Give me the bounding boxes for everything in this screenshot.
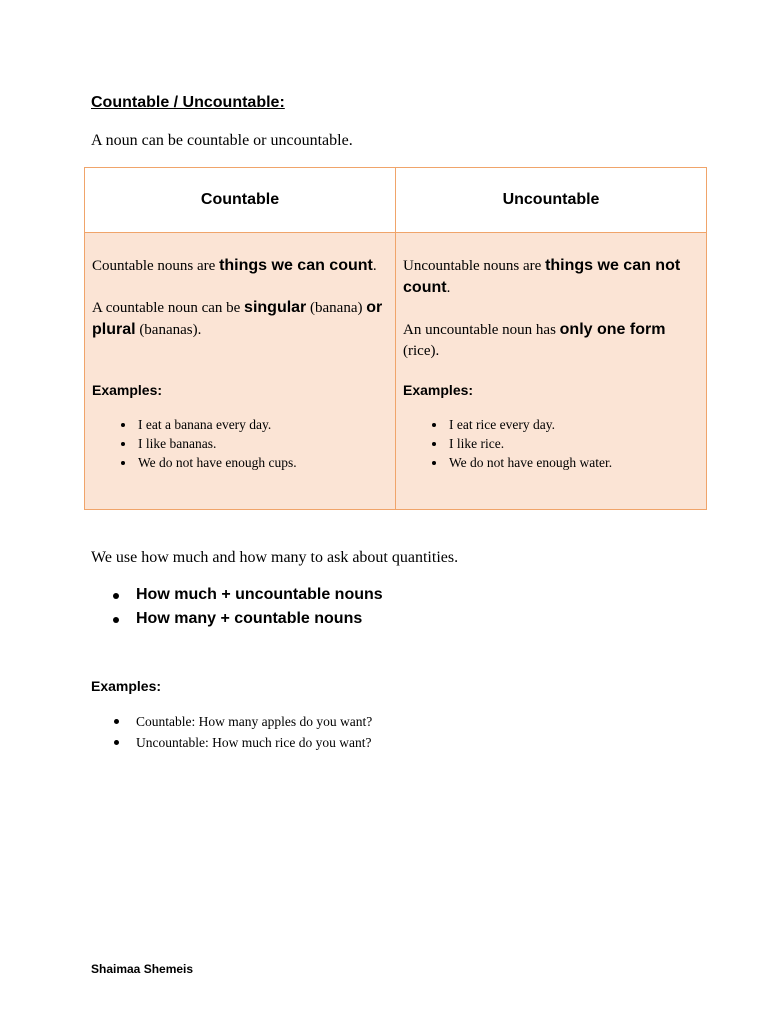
text: (banana) <box>306 300 367 316</box>
list-item: • I eat a banana every day. <box>136 415 387 434</box>
bold-text: singular <box>244 299 307 316</box>
uncountable-examples-label: Examples: <box>403 382 474 398</box>
page-title: Countable / Uncountable: <box>91 94 285 111</box>
examples-label: Examples: <box>91 678 162 694</box>
countable-definition <box>92 255 387 277</box>
comparison-table <box>84 167 707 510</box>
text: An uncountable noun has <box>403 322 560 338</box>
uncountable-examples-list <box>403 415 698 472</box>
text: (bananas). <box>135 322 202 338</box>
uncountable-forms <box>403 319 698 362</box>
bold-text: things we can not count <box>403 257 681 296</box>
rules-list <box>112 583 383 631</box>
list-item: • We do not have enough cups. <box>136 453 387 472</box>
countable-examples-label: Examples: <box>92 382 163 398</box>
bold-text: things we can count <box>219 257 373 274</box>
countable-cell <box>85 233 396 510</box>
examples-list <box>112 711 372 753</box>
text: (rice). <box>403 343 440 359</box>
countable-forms <box>92 297 387 341</box>
list-item: • I eat rice every day. <box>447 415 698 434</box>
footer-author: Shaimaa Shemeis <box>91 962 194 976</box>
bold-text: or plural <box>92 299 383 338</box>
text: A countable noun can be <box>92 300 245 316</box>
uncountable-definition <box>403 255 698 299</box>
header-uncountable: Uncountable <box>396 168 707 233</box>
text: Countable nouns are <box>92 258 220 274</box>
uncountable-cell <box>396 233 707 510</box>
intro-text: A noun can be countable or uncountable. <box>91 132 353 149</box>
header-countable: Countable <box>85 168 396 233</box>
list-item: Countable: How many apples do you want? <box>112 711 372 732</box>
list-item: • I like rice. <box>447 434 698 453</box>
text: . <box>372 258 377 274</box>
text: Uncountable nouns are <box>403 258 546 274</box>
list-item: • We do not have enough water. <box>447 453 698 472</box>
text: . <box>446 280 451 296</box>
countable-examples-list <box>92 415 387 472</box>
list-item: Uncountable: How much rice do you want? <box>112 732 372 753</box>
list-item: • I like bananas. <box>136 434 387 453</box>
table-header-row <box>85 168 707 233</box>
list-item: How many + countable nouns <box>112 607 383 631</box>
quantities-intro: We use how much and how many to ask about quantities. <box>91 549 459 566</box>
list-item: How much + uncountable nouns <box>112 583 383 607</box>
bold-text: only one form <box>559 321 666 338</box>
table-body-row <box>85 233 707 510</box>
